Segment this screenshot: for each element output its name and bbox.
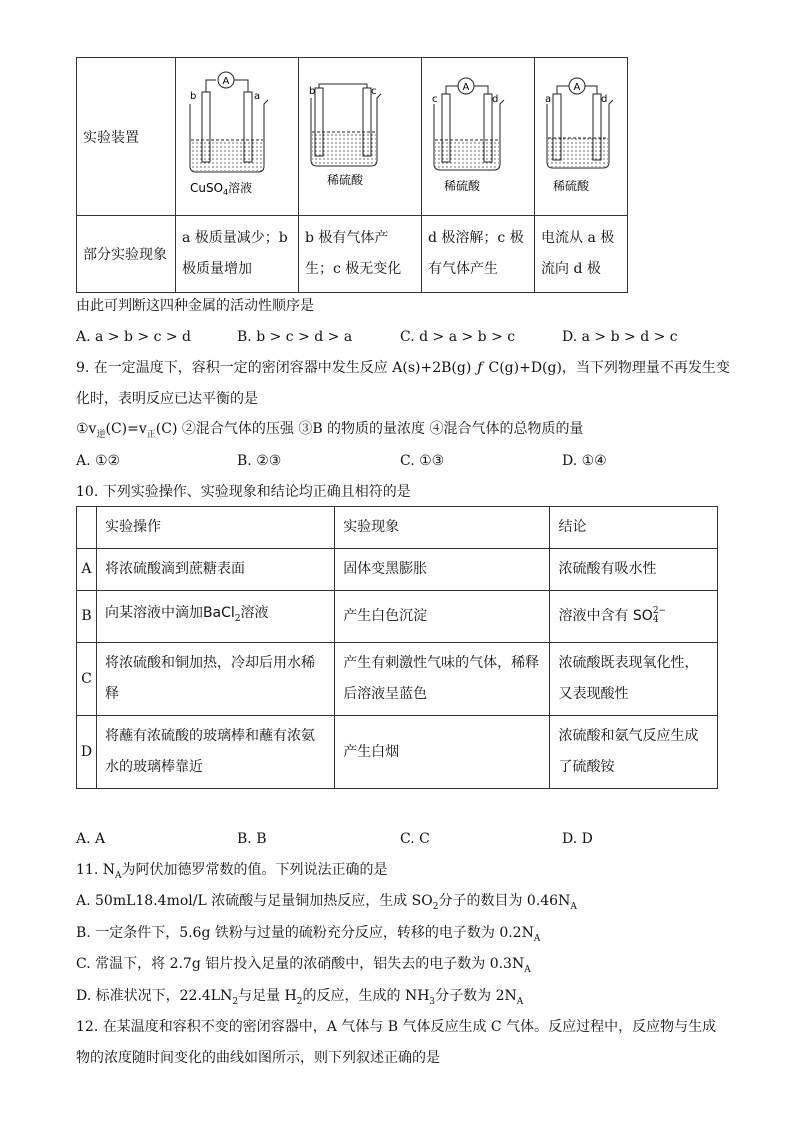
table-row [77, 643, 718, 716]
row-label-a: A [77, 549, 97, 591]
q8-row2-label: 部分实验现象 [77, 216, 176, 293]
device-dilute-h2so4-2 [422, 58, 535, 216]
header-operation: 实验操作 [96, 507, 334, 549]
phenomenon-b: 产生白色沉淀 [335, 591, 550, 643]
svg-text:CuSO4溶液: CuSO$_4$溶液 [190, 181, 253, 197]
galvanic-cell-diagram-3 [422, 58, 534, 211]
phenomenon-a: 固体变黑膨胀 [335, 549, 550, 591]
q12-stem-line2: 物的浓度随时间变化的曲线如图所示，则下列叙述正确的是 [76, 1050, 440, 1066]
q9-option-a[interactable]: A. ①② [76, 453, 121, 469]
q8-option-a[interactable]: A. a > b > c > d [76, 329, 192, 345]
q11-option-c[interactable]: C. 常温下，将 2.7g 铝片投入足量的浓硝酸中，铝失去的电子数为 $0.3N_A$ [76, 956, 531, 975]
q10-option-a[interactable]: A. A [76, 831, 106, 847]
table-row [77, 716, 718, 789]
header-blank [77, 507, 97, 549]
svg-text:稀硫酸: 稀硫酸 [553, 179, 590, 193]
q9-option-c[interactable]: C. ①③ [400, 453, 445, 469]
svg-text:稀硫酸: 稀硫酸 [444, 179, 481, 193]
q11-option-a[interactable]: A. 50mL18.4mol/L 浓硫酸与足量铜加热反应，生成 $SO_2$分子的数目为 $0.46N_A$ [76, 893, 577, 912]
device-cuso4 [176, 58, 299, 216]
q10-option-b[interactable]: B. B [237, 831, 267, 847]
phenomenon-3: d 极溶解；c 极 有气体产生 [422, 216, 535, 293]
table-row [77, 591, 718, 643]
q10-table [76, 506, 718, 789]
table-row [77, 549, 718, 591]
operation-d: 将蘸有浓硫酸的玻璃棒和蘸有浓氨 水的玻璃棒靠近 [96, 716, 334, 789]
q8-tail: 由此可判断这四种金属的活动性顺序是 [76, 298, 314, 314]
device-dilute-h2so4-1 [299, 58, 422, 216]
q10-option-d[interactable]: D. D [562, 831, 593, 847]
svg-text:b: b [309, 86, 316, 97]
conclusion-c: 浓硫酸既表现氧化性， 又表现酸性 [550, 643, 718, 716]
svg-text:A: A [462, 82, 470, 93]
phenomenon-d: 产生白烟 [335, 716, 550, 789]
q8-table [76, 57, 628, 293]
phenomenon-c: 产生有刺激性气味的气体，稀释 后溶液呈蓝色 [335, 643, 550, 716]
table-header-row [77, 507, 718, 549]
q9-stem-line2: 化时，表明反应已达平衡的是 [76, 391, 258, 407]
q9-items: $①v_逆(C)=v_正(C)$ ②混合气体的压强 ③B 的物质的量浓度 ④混合气体的总物质的量 [76, 421, 584, 440]
q9-stem-line1: 9. 在一定温度下，容积一定的密闭容器中发生反应 A(s)+2B(g) ƒ C(g)+D(g)，当下列物理量不再发生变 [76, 360, 730, 376]
q12-stem-line1: 12. 在某温度和容积不变的密闭容器中，A 气体与 B 气体反应生成 C 气体。反应过程中，反应物与生成 [76, 1019, 717, 1035]
svg-text:a: a [254, 91, 261, 102]
q8-row1-label: 实验装置 [77, 58, 176, 216]
svg-text:A: A [573, 82, 581, 93]
q10-stem: 10. 下列实验操作、实验现象和结论均正确且相符的是 [76, 484, 411, 500]
galvanic-cell-diagram-1 [176, 58, 298, 211]
q11-stem: 11. $N_A$为阿伏加德罗常数的值。下列说法正确的是 [76, 862, 388, 881]
svg-text:A: A [222, 76, 230, 87]
q8-option-d[interactable]: D. a > b > d > c [562, 329, 678, 345]
conclusion-a: 浓硫酸有吸水性 [550, 549, 718, 591]
svg-text:d: d [601, 94, 608, 105]
galvanic-cell-diagram-4 [535, 58, 627, 211]
svg-text:c: c [371, 86, 377, 97]
phenomenon-4: 电流从 a 极 流向 d 极 [535, 216, 628, 293]
svg-text:a: a [545, 94, 552, 105]
phenomenon-2: b 极有气体产 生；c 极无变化 [299, 216, 422, 293]
svg-text:b: b [190, 91, 197, 102]
row-label-c: C [77, 643, 97, 716]
operation-c: 将浓硫酸和铜加热，冷却后用水稀 释 [96, 643, 334, 716]
q11-option-d[interactable]: D. 标准状况下，$22.4LN_2$与足量 $H_2$的反应，生成的 $NH_3$分子数为 $2N_A$ [76, 988, 524, 1007]
q8-option-b[interactable]: B. b > c > d > a [237, 329, 353, 345]
operation-b: 向某溶液中滴加BaCl$_2$溶液 [96, 591, 334, 643]
row-label-d: D [77, 716, 97, 789]
conclusion-b: 溶液中含有 SO2− 4 [550, 591, 718, 643]
q11-option-b[interactable]: B. 一定条件下，5.6g 铁粉与过量的硫粉充分反应，转移的电子数为 $0.2N_A$ [76, 925, 541, 944]
row-label-b: B [77, 591, 97, 643]
q8-option-c[interactable]: C. d > a > b > c [400, 329, 516, 345]
svg-text:d: d [492, 94, 499, 105]
operation-a: 将浓硫酸滴到蔗糖表面 [96, 549, 334, 591]
svg-text:c: c [432, 94, 438, 105]
svg-text:稀硫酸: 稀硫酸 [327, 173, 364, 187]
device-dilute-h2so4-3 [535, 58, 628, 216]
q10-option-c[interactable]: C. C [400, 831, 430, 847]
header-phenomenon: 实验现象 [335, 507, 550, 549]
header-conclusion: 结论 [550, 507, 718, 549]
conclusion-d: 浓硫酸和氨气反应生成 了硫酸铵 [550, 716, 718, 789]
q9-option-b[interactable]: B. ②③ [237, 453, 282, 469]
q9-option-d[interactable]: D. ①④ [562, 453, 607, 469]
cell-diagram-2 [299, 58, 421, 211]
phenomenon-1: a 极质量减少；b 极质量增加 [176, 216, 299, 293]
